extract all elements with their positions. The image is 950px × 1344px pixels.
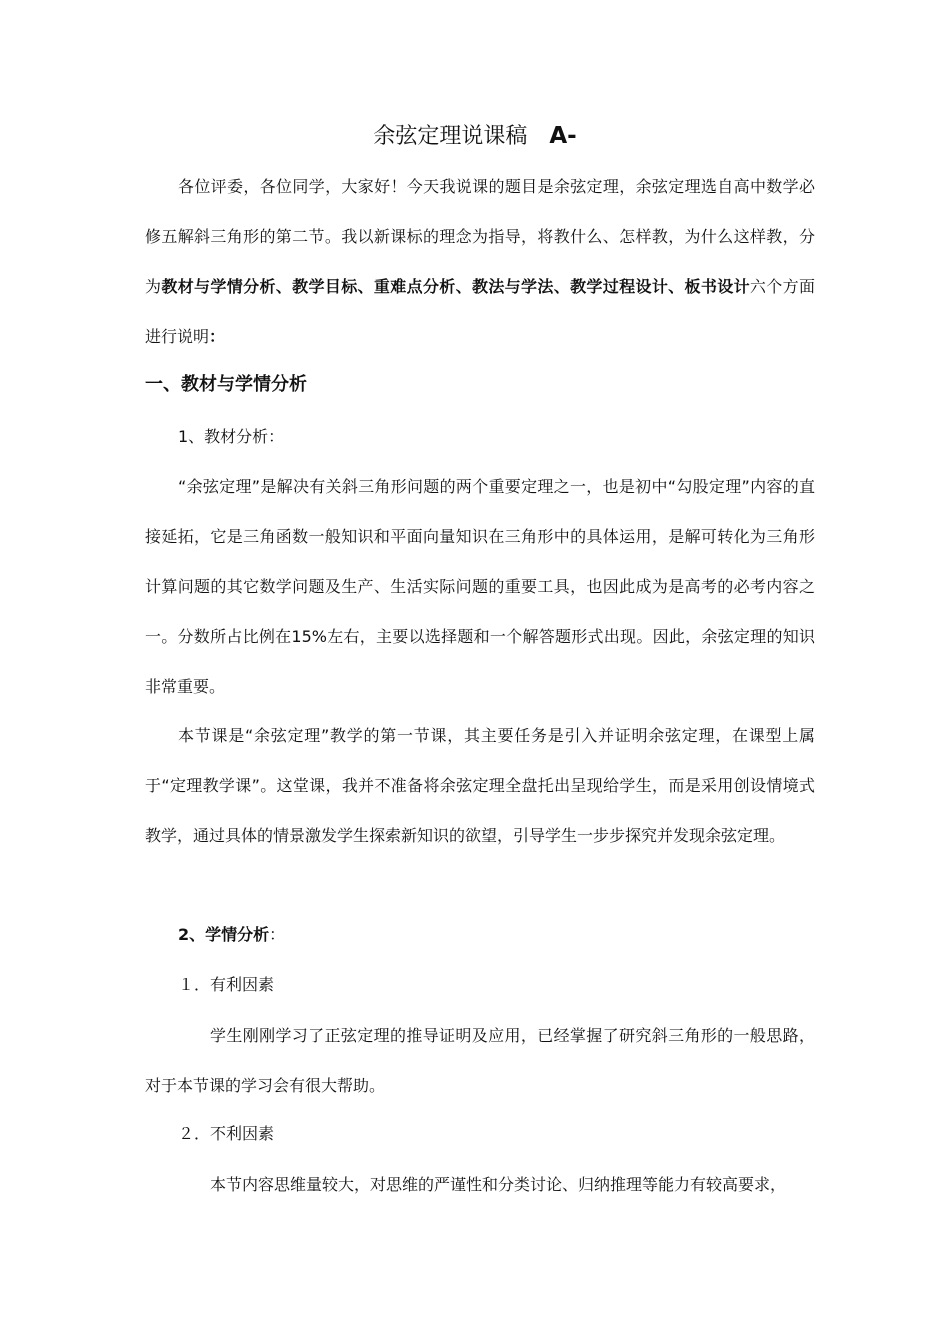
favorable-factors-heading: １．有利因素: [178, 975, 275, 994]
intro-bold-text: 教材与学情分析、教学目标、重难点分析、教法与学法、教学过程设计、板书设计: [161, 277, 750, 296]
intro-text-end: 六个方面进行说明: [145, 277, 815, 346]
title-tag: A-: [549, 123, 577, 149]
subsection-heading-textbook: 1、教材分析：: [178, 427, 285, 446]
title-text: 余弦定理说课稿: [373, 124, 528, 149]
intro-colon: ：: [209, 327, 226, 346]
document-title: [0, 121, 950, 152]
unfavorable-factors-heading: ２．不利因素: [178, 1124, 275, 1143]
paragraph-textbook-analysis: “余弦定理”是解决有关斜三角形问题的两个重要定理之一，也是初中“勾股定理”内容的直接延拓，它是三角函数一般知识和平面向量知识在三角形中的具体运用，是解可转化为三角形计算问题的其它数学问题及生产、生活实际问题的重要工具，也因此成为是高考的必考内容之一。分数所占比例在15%左右，主要以选择题和一个解答题形式出现。因此，余弦定理的知识非常重要。: [145, 477, 815, 696]
intro-paragraph: [145, 162, 815, 362]
subsection-heading-bold: 2、学情分析: [178, 925, 270, 944]
subsection-heading-colon: ：: [269, 925, 286, 944]
subsection-heading-students: [178, 920, 285, 950]
section-heading-1: 一、教材与学情分析: [145, 374, 307, 395]
paragraph-lesson-description: 本节课是“余弦定理”教学的第一节课，其主要任务是引入并证明余弦定理，在课型上属于“定理教学课”。这堂课，我并不准备将余弦定理全盘托出呈现给学生，而是采用创设情境式教学，通过具体的情景激发学生探索新知识的欲望，引导学生一步步探究并发现余弦定理。: [145, 726, 815, 845]
favorable-factors-text: 学生刚刚学习了正弦定理的推导证明及应用，已经掌握了研究斜三角形的一般思路，对于本节课的学习会有很大帮助。: [145, 1026, 815, 1095]
intro-text: 各位评委，各位同学，大家好！今天我说课的题目是余弦定理，余弦定理选自高中数学必修五解斜三角形的第二节。我以新课标的理念为指导，将教什么、怎样教，为什么这样教，分为: [145, 177, 815, 296]
unfavorable-factors-text: 本节内容思维量较大，对思维的严谨性和分类讨论、归纳推理等能力有较高要求，: [210, 1175, 787, 1194]
